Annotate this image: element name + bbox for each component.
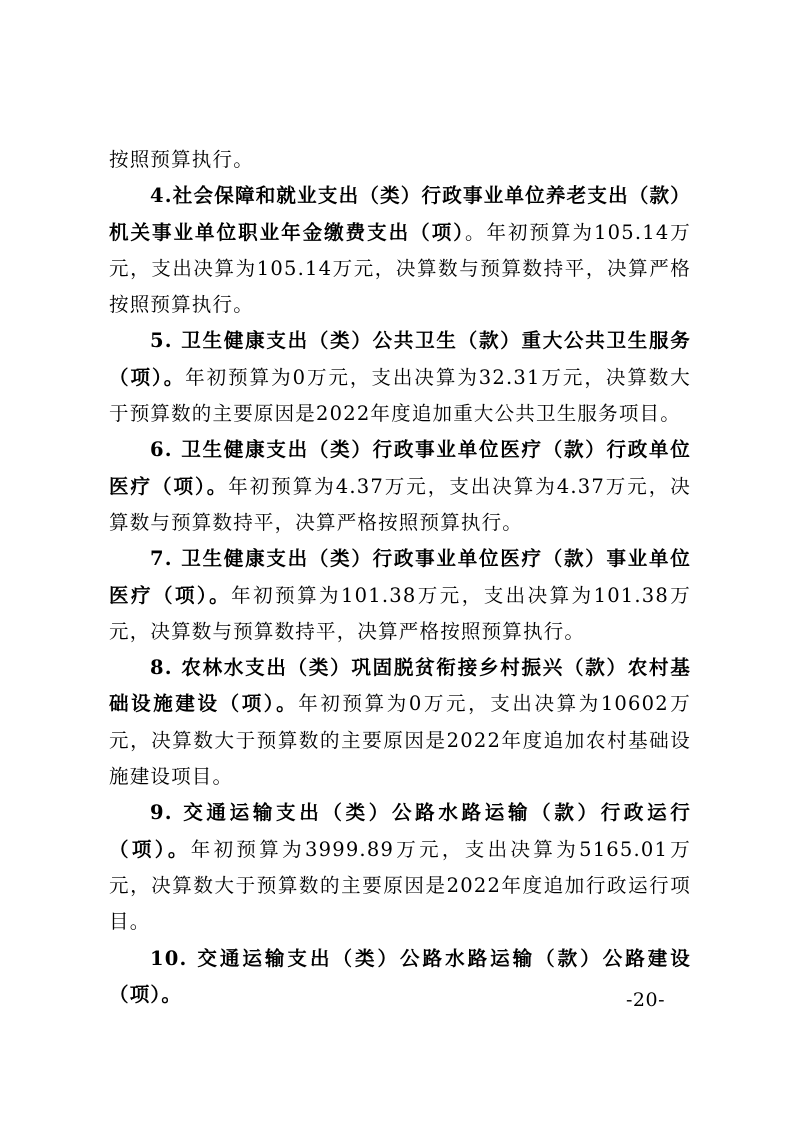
paragraph-heading: 10. 交通运输支出（类）公路水路运输（款）公路建设（项）。 <box>109 946 691 1006</box>
paragraph-heading: 4.社会保障和就业支出（类）行政事业单位养老支出（款）机关事业单位职业年金缴费支出（项） <box>109 184 691 244</box>
paragraph-text: 。年初预算为105.14万元，支出决算为105.14万元，决算数与预算数持平，决算严格按照预算执行。 <box>109 220 691 317</box>
paragraph-heading: 5. 卫生健康支出（类）公共卫生（款）重大公共卫生服务（项）。 <box>109 329 691 389</box>
paragraph-8 <box>109 650 691 795</box>
paragraph-7 <box>109 541 691 650</box>
paragraph-text: 年初预算为3999.89万元，支出决算为5165.01万元，决算数大于预算数的主要原因是2022年度追加行政运行项目。 <box>109 837 691 934</box>
paragraph-text: 年初预算为101.38万元，支出决算为101.38万元，决算数与预算数持平，决算严格按照预算执行。 <box>109 583 691 643</box>
paragraph-text: 年初预算为4.37万元，支出决算为4.37万元，决算数与预算数持平，决算严格按照预算执行。 <box>109 474 692 534</box>
paragraph-text: 年初预算为0万元，支出决算为10602万元，决算数大于预算数的主要原因是2022年度追加农村基础设施建设项目。 <box>109 692 691 789</box>
paragraph-3-continuation <box>109 142 691 178</box>
paragraph-9 <box>109 795 691 940</box>
paragraph-heading: 9. 交通运输支出（类）公路水路运输（款）行政运行（项）。 <box>109 801 691 861</box>
paragraph-5 <box>109 323 691 432</box>
paragraph-10 <box>109 941 691 1014</box>
paragraph-text: 年初预算为0万元，支出决算为32.31万元，决算数大于预算数的主要原因是2022年度追加重大公共卫生服务项目。 <box>109 365 691 426</box>
page-number: -20- <box>626 989 666 1011</box>
paragraph-heading: 6. 卫生健康支出（类）行政事业单位医疗（款）行政单位医疗（项）。 <box>109 438 691 498</box>
paragraph-4 <box>109 178 691 323</box>
paragraph-6 <box>109 432 691 541</box>
paragraph-text: 按照预算执行。 <box>109 148 254 171</box>
paragraph-heading: 8. 农林水支出（类）巩固脱贫衔接乡村振兴（款）农村基础设施建设（项）。 <box>109 656 691 716</box>
paragraph-heading: 7. 卫生健康支出（类）行政事业单位医疗（款）事业单位医疗（项）。 <box>109 547 691 607</box>
document-body <box>109 142 691 1013</box>
